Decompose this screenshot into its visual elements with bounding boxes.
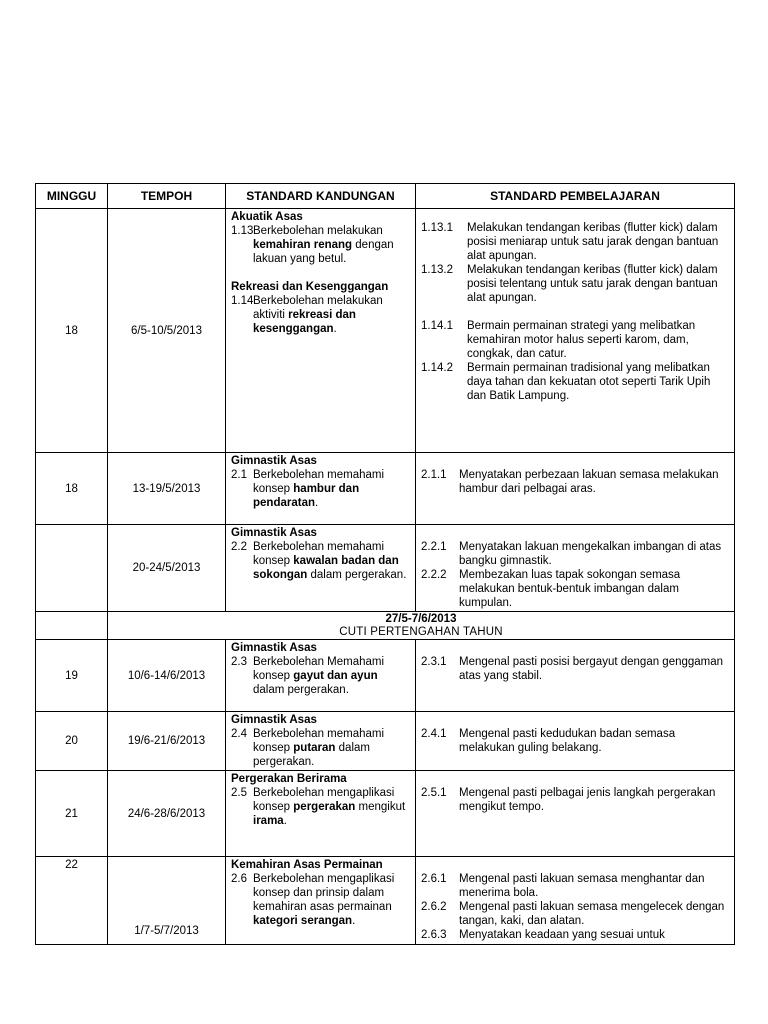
standard-pembelajaran-cell <box>416 857 735 945</box>
sk-title: Gimnastik Asas <box>231 714 317 726</box>
sp-item <box>421 319 729 361</box>
sp-spacer <box>421 713 729 727</box>
sk-text-part: dalam pergerakan. <box>253 742 370 768</box>
sk-title: Pergerakan Berirama <box>231 773 347 785</box>
sp-spacer <box>421 641 729 655</box>
sp-number: 2.4.1 <box>421 728 447 740</box>
sk-number: 2.4 <box>231 728 247 740</box>
tempoh-cell: 13-19/5/2013 <box>108 453 226 525</box>
sk-text-part: Berkebolehan Memahami konsep <box>253 656 385 682</box>
sk-text-bold: kawalan badan dan sokongan <box>253 555 399 581</box>
sp-text: Mengenal pasti pelbagai jenis langkah pergerakan mengikut tempo. <box>459 787 716 813</box>
sp-item <box>421 361 729 403</box>
sk-text-part: Berkebolehan memahami konsep <box>253 469 385 495</box>
sk-item <box>231 872 410 928</box>
sp-spacer <box>421 526 729 540</box>
sp-item <box>421 900 729 928</box>
sk-text-part: . <box>352 915 356 927</box>
sp-number: 1.13.1 <box>421 222 453 234</box>
sp-number: 2.2.1 <box>421 541 447 553</box>
sk-text <box>253 540 410 582</box>
sp-text: Menyatakan lakuan mengekalkan imbangan di atas bangku gimnastik. <box>459 541 722 567</box>
sp-item <box>421 655 729 683</box>
cuti-blank-cell <box>36 612 108 640</box>
sk-text <box>253 468 410 510</box>
standard-kandungan-cell <box>226 857 416 945</box>
sp-item <box>421 786 729 814</box>
sp-item <box>421 263 729 305</box>
sk-number: 2.1 <box>231 469 247 481</box>
sk-text <box>253 727 410 769</box>
standard-pembelajaran-cell <box>416 209 735 453</box>
sk-text <box>253 294 410 336</box>
sk-text <box>253 655 410 697</box>
sk-spacer <box>231 266 410 280</box>
table-row <box>36 453 735 525</box>
sk-text-part: mengikut <box>355 801 406 813</box>
table-row <box>36 209 735 453</box>
header-row <box>36 184 735 209</box>
sk-text-part: Berkebolehan melakukan <box>253 225 383 237</box>
cuti-label: CUTI PERTENGAHAN TAHUN <box>339 625 503 638</box>
cuti-cell <box>108 612 735 640</box>
sp-spacer <box>421 772 729 786</box>
minggu-cell: 21 <box>36 771 108 857</box>
sk-number: 2.6 <box>231 873 247 885</box>
standard-pembelajaran-cell <box>416 453 735 525</box>
sk-number: 2.3 <box>231 656 247 668</box>
sk-text-part: . <box>283 815 287 827</box>
header-standard-kandungan: STANDARD KANDUNGAN <box>226 184 416 209</box>
minggu-cell <box>36 525 108 612</box>
sp-text: Mengenal pasti lakuan semasa menghantar dan menerima bola. <box>459 873 705 899</box>
tempoh-cell: 10/6-14/6/2013 <box>108 640 226 712</box>
sk-text-bold: gayut dan ayun <box>293 670 378 682</box>
sk-text-part: dalam pergerakan. <box>253 684 349 696</box>
sk-text <box>253 786 410 828</box>
sp-text: Mengenal pasti posisi bergayut dengan genggaman atas yang stabil. <box>459 656 724 682</box>
sp-item <box>421 928 729 942</box>
sk-title: Gimnastik Asas <box>231 642 317 654</box>
standard-pembelajaran-cell <box>416 525 735 612</box>
standard-kandungan-cell <box>226 640 416 712</box>
sk-text-bold: irama <box>253 815 284 827</box>
tempoh-cell: 20-24/5/2013 <box>108 525 226 612</box>
sk-title: Rekreasi dan Kesenggangan <box>231 281 389 293</box>
sp-spacer <box>421 858 729 872</box>
sp-text: Melakukan tendangan keribas (flutter kick) dalam posisi telentang untuk satu jarak dengan bantuan alat apungan. <box>467 264 718 304</box>
sk-text-part: Berkebolehan mengaplikasi konsep dan prinsip dalam kemahiran asas permainan <box>253 873 395 913</box>
sk-title: Gimnastik Asas <box>231 527 317 539</box>
table-row <box>36 712 735 771</box>
sk-title: Gimnastik Asas <box>231 455 317 467</box>
sk-item <box>231 540 410 582</box>
sk-item <box>231 294 410 336</box>
minggu-cell: 20 <box>36 712 108 771</box>
sk-text-part: dengan lakuan yang betul. <box>253 239 394 265</box>
sp-text: Mengenal pasti kedudukan badan semasa melakukan guling belakang. <box>459 728 676 754</box>
sp-item <box>421 872 729 900</box>
standard-kandungan-cell <box>226 712 416 771</box>
sp-number: 2.3.1 <box>421 656 447 668</box>
table-body <box>36 209 735 945</box>
table-row <box>36 525 735 612</box>
sk-number: 2.5 <box>231 787 247 799</box>
sk-title: Kemahiran Asas Permainan <box>231 859 383 871</box>
standard-pembelajaran-cell <box>416 771 735 857</box>
sk-text <box>253 224 410 266</box>
sk-text-bold: putaran <box>293 742 336 754</box>
sp-item <box>421 540 729 568</box>
sp-number: 1.14.1 <box>421 320 453 332</box>
tempoh-cell: 24/6-28/6/2013 <box>108 771 226 857</box>
sp-text: Bermain permainan tradisional yang melibatkan daya tahan dan kekuatan otot seperti Tarik Upih dan Batik Lampung. <box>467 362 711 402</box>
header-standard-pembelajaran: STANDARD PEMBELAJARAN <box>416 184 735 209</box>
tempoh-cell: 6/5-10/5/2013 <box>108 209 226 453</box>
sp-text: Menyatakan keadaan yang sesuai untuk <box>459 929 665 941</box>
minggu-cell: 18 <box>36 453 108 525</box>
minggu-cell: 22 <box>36 857 108 945</box>
sk-text-bold: hambur dan pendaratan <box>253 483 360 509</box>
standard-kandungan-cell <box>226 453 416 525</box>
sp-text: Bermain permainan strategi yang melibatkan kemahiran motor halus seperti karom, dam, congkak, dan catur. <box>467 320 696 360</box>
sp-number: 2.6.2 <box>421 901 447 913</box>
cuti-dates: 27/5-7/6/2013 <box>385 612 457 625</box>
sk-number: 1.14 <box>231 295 254 307</box>
sp-spacer <box>421 454 729 468</box>
sk-text-part: Berkebolehan memahami konsep <box>253 728 385 754</box>
sk-item <box>231 224 410 266</box>
standard-kandungan-cell <box>226 525 416 612</box>
sk-item <box>231 468 410 510</box>
sp-text: Menyatakan perbezaan lakuan semasa melakukan hambur dari pelbagai aras. <box>459 469 719 495</box>
sp-spacer <box>421 305 729 319</box>
sk-item <box>231 727 410 769</box>
standard-pembelajaran-cell <box>416 640 735 712</box>
sp-number: 2.6.3 <box>421 929 447 941</box>
tempoh-cell: 1/7-5/7/2013 <box>108 857 226 945</box>
rpt-table <box>35 183 735 945</box>
sk-text-part: dalam pergerakan. <box>307 569 407 581</box>
sk-title: Akuatik Asas <box>231 211 303 223</box>
sk-text-part: . <box>333 323 337 335</box>
sp-number: 2.1.1 <box>421 469 447 481</box>
sk-text-part: . <box>315 497 319 509</box>
sp-number: 2.6.1 <box>421 873 447 885</box>
header-tempoh: TEMPOH <box>108 184 226 209</box>
standard-kandungan-cell <box>226 771 416 857</box>
sk-item <box>231 655 410 697</box>
sk-text-bold: rekreasi dan kesenggangan <box>253 309 356 335</box>
sk-number: 1.13 <box>231 225 254 237</box>
sp-text: Mengenal pasti lakuan semasa mengelecek dengan tangan, kaki, dan alatan. <box>459 901 725 927</box>
minggu-cell: 19 <box>36 640 108 712</box>
header-minggu: MINGGU <box>36 184 108 209</box>
sp-number: 1.14.2 <box>421 362 453 374</box>
sp-item <box>421 221 729 263</box>
standard-kandungan-cell <box>226 209 416 453</box>
cuti-row <box>36 612 735 640</box>
sk-item <box>231 786 410 828</box>
sp-item <box>421 568 729 610</box>
sp-text: Membezakan luas tapak sokongan semasa melakukan bentuk-bentuk imbangan dalam kumpulan. <box>459 569 681 609</box>
sk-text-bold: pergerakan <box>293 801 356 813</box>
sp-item <box>421 727 729 755</box>
sk-number: 2.2 <box>231 541 247 553</box>
tempoh-cell: 19/6-21/6/2013 <box>108 712 226 771</box>
sp-number: 2.2.2 <box>421 569 447 581</box>
sp-number: 2.5.1 <box>421 787 447 799</box>
sp-text: Melakukan tendangan keribas (flutter kick) dalam posisi meniarap untuk satu jarak dengan bantuan alat apungan. <box>467 222 719 262</box>
standard-pembelajaran-cell <box>416 712 735 771</box>
sk-text-part: Berkebolehan melakukan aktiviti <box>253 295 383 321</box>
sk-text-part: Berkebolehan mengaplikasi konsep <box>253 787 395 813</box>
table-row <box>36 857 735 945</box>
table-row <box>36 771 735 857</box>
sp-item <box>421 468 729 496</box>
sk-text-bold: kemahiran renang <box>253 239 353 251</box>
sk-text <box>253 872 410 928</box>
table-row <box>36 640 735 712</box>
sp-number: 1.13.2 <box>421 264 453 276</box>
sk-text-part: Berkebolehan memahami konsep <box>253 541 385 567</box>
minggu-cell: 18 <box>36 209 108 453</box>
sk-text-bold: kategori serangan <box>253 915 353 927</box>
